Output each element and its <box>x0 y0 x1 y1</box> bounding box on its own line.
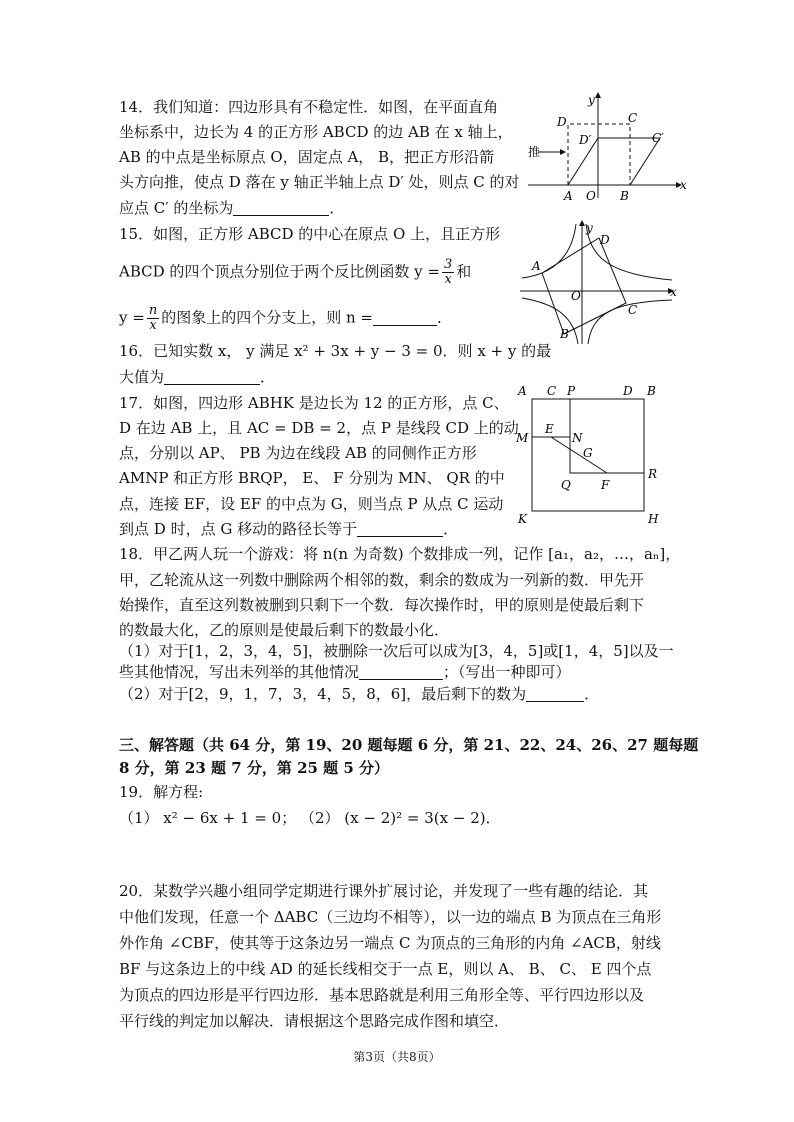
q17-fig-H: H <box>648 512 659 526</box>
q15-line3: y = $\frac{n}{x}$ 的图象上的四个分支上，则 n = ． <box>119 303 452 333</box>
q17-fig-B: B <box>647 384 656 398</box>
q20-line1: 20．某数学兴趣小组同学定期进行课外扩展讨论，并发现了一些有趣的结论．其 <box>119 882 649 900</box>
q14-answer-blank[interactable] <box>233 199 329 216</box>
q15-fraction-n-over-x: $\frac{n}{x}$ <box>148 303 158 333</box>
q16-line2: 大值为 ． <box>119 368 276 386</box>
q15-fig-y: y <box>586 221 593 235</box>
q17-fig-N: N <box>572 431 583 445</box>
q14-fig-x: x <box>680 178 687 192</box>
q15-fig-O: O <box>571 289 581 303</box>
q14-fig-O: O <box>586 189 596 202</box>
q16-answer-blank[interactable] <box>164 368 260 385</box>
q20-line6: 平行线的判定加以解决．请根据这个思路完成作图和填空． <box>119 1012 510 1030</box>
q18-line7: （2）对于[2，9，1，7，3，4，5，8，6]，最后剩下的数为 ． <box>119 685 600 703</box>
q14-fig-y: y <box>588 93 595 107</box>
q17-fig-K: K <box>518 512 527 526</box>
q14-fig-push: 推 <box>528 145 541 159</box>
q17-line2: D 在边 AB 上，且 AC = DB = 2，点 P 是线段 CD 上的动 <box>119 419 519 437</box>
q14-fig-B: B <box>620 189 629 202</box>
q14-fig-Cp: C′ <box>652 131 664 145</box>
q15-fig-A: A <box>532 259 541 273</box>
q15-fraction-3-over-x: $\frac{3}{x}$ <box>444 257 453 287</box>
q18-line6: 些其他情况，写出未列举的其他情况 ；（写出一种即可） <box>119 663 571 681</box>
q17-fig-G: G <box>583 446 593 460</box>
q17-fig-D: D <box>623 384 633 398</box>
q17-fig-M: M <box>516 431 529 445</box>
q14-fig-Dp: D′ <box>579 133 592 147</box>
q19-title: 19．解方程: <box>119 783 204 801</box>
q20-line3: 外作角 ∠CBF，使其等于这条边另一端点 C 为顶点的三角形的内角 ∠ACB，射线 <box>119 934 661 952</box>
q14-line1: 14．我们知道：四边形具有不稳定性．如图，在平面直角 <box>119 98 499 116</box>
q17-fig-R: R <box>648 467 658 481</box>
q17-answer-blank[interactable] <box>357 520 443 537</box>
q14-fig-A: A <box>564 189 573 202</box>
page-footer: 第3页（共8页） <box>353 1050 441 1064</box>
q17-line4: AMNP 和正方形 BRQP， E、 F 分别为 MN、 QR 的中 <box>119 469 505 487</box>
q18-line5: （1）对于[1，2，3，4，5]，被删除一次后可以成为[3，4，5]或[1，4，5]以及一 <box>119 642 674 660</box>
q19-part2: （2） (x − 2)² = 3(x − 2)． <box>300 809 501 827</box>
q15-fig-D: D <box>600 233 610 247</box>
q14-fig-C: C <box>628 111 638 125</box>
q20-line2: 中他们发现，任意一个 ΔABC（三边均不相等），以一边的端点 B 为顶点在三角形 <box>119 908 662 926</box>
q18-line1: 18．甲乙两人玩一个游戏：将 n(n 为奇数) 个数排成一列，记作 [a₁，a₂，…，aₙ]， <box>119 545 681 563</box>
q17-line5: 点，连接 EF，设 EF 的中点为 G，则当点 P 从点 C 运动 <box>119 495 504 513</box>
q18-line3: 始操作，直至这列数被删到只剩下一个数．每次操作时，甲的原则是使最后剩下 <box>119 596 645 614</box>
q17-fig-A: A <box>518 384 527 398</box>
q14-line3: AB 的中点是坐标原点 O，固定点 A， B，把正方形沿箭 <box>119 148 495 166</box>
q14-line4: 头方向推，使点 D 落在 y 轴正半轴上点 D′ 处，则点 C 的对 <box>119 173 520 191</box>
q14-line2: 坐标系中，边长为 4 的正方形 ABCD 的边 AB 在 x 轴上， <box>119 123 513 141</box>
q18-line2: 甲，乙轮流从这一列数中删除两个相邻的数，剩余的数成为一列新的数．甲先开 <box>119 571 645 589</box>
q15-line2: ABCD 的四个顶点分别位于两个反比例函数 y = $\frac{3}{x}$ 和 <box>119 257 472 287</box>
q15-answer-blank[interactable] <box>373 309 437 326</box>
q17-fig-P: P <box>567 384 576 398</box>
q20-line5: 为顶点的四边形是平行四边形．基本思路就是利用三角形全等、平行四边形以及 <box>119 986 645 1004</box>
q20-line4: BF 与这条边上的中线 AD 的延长线相交于一点 E，则以 A、 B、 C、 E 四个点 <box>119 960 652 978</box>
q17-fig-C: C <box>547 384 557 398</box>
q17-fig-F: F <box>601 478 610 492</box>
section3-heading-line1: 三、解答题（共 64 分，第 19、20 题每题 6 分，第 21、22、24、26、27 题每题 <box>119 736 699 754</box>
q17-line6: 到点 D 时，点 G 移动的路径长等于 ． <box>119 520 459 538</box>
q18-part2-answer-blank[interactable] <box>526 685 584 702</box>
q14-line5: 应点 C′ 的坐标为 ． <box>119 199 345 217</box>
section3-heading-line2: 8 分，第 23 题 7 分，第 25 题 5 分） <box>119 759 390 777</box>
q14-fig-D: D <box>557 115 567 129</box>
q15-figure <box>520 218 680 346</box>
q17-fig-E: E <box>545 422 554 436</box>
q16-line1: 16．已知实数 x， y 满足 x² + 3x + y − 3 = 0．则 x + y 的最 <box>119 342 552 360</box>
q14-figure <box>528 90 688 202</box>
q18-line4: 的数最大化，乙的原则是使最后剩下的数最小化． <box>119 621 450 639</box>
q15-fig-C: C <box>628 303 638 317</box>
q17-line3: 点，分别以 AP、 PB 为边在线段 AB 的同侧作正方形 <box>119 444 477 462</box>
q17-fig-Q: Q <box>561 478 571 492</box>
q15-line1: 15．如图，正方形 ABCD 的中心在原点 O 上，且正方形 <box>119 225 501 243</box>
q17-figure <box>512 382 674 528</box>
q17-line1: 17．如图，四边形 ABHK 是边长为 12 的正方形，点 C、 <box>119 394 509 412</box>
q15-fig-x: x <box>670 285 677 299</box>
q19-part1: （1） x² − 6x + 1 = 0； <box>119 809 297 827</box>
q18-part1-answer-blank[interactable] <box>359 663 443 680</box>
q15-fig-B: B <box>560 327 569 341</box>
